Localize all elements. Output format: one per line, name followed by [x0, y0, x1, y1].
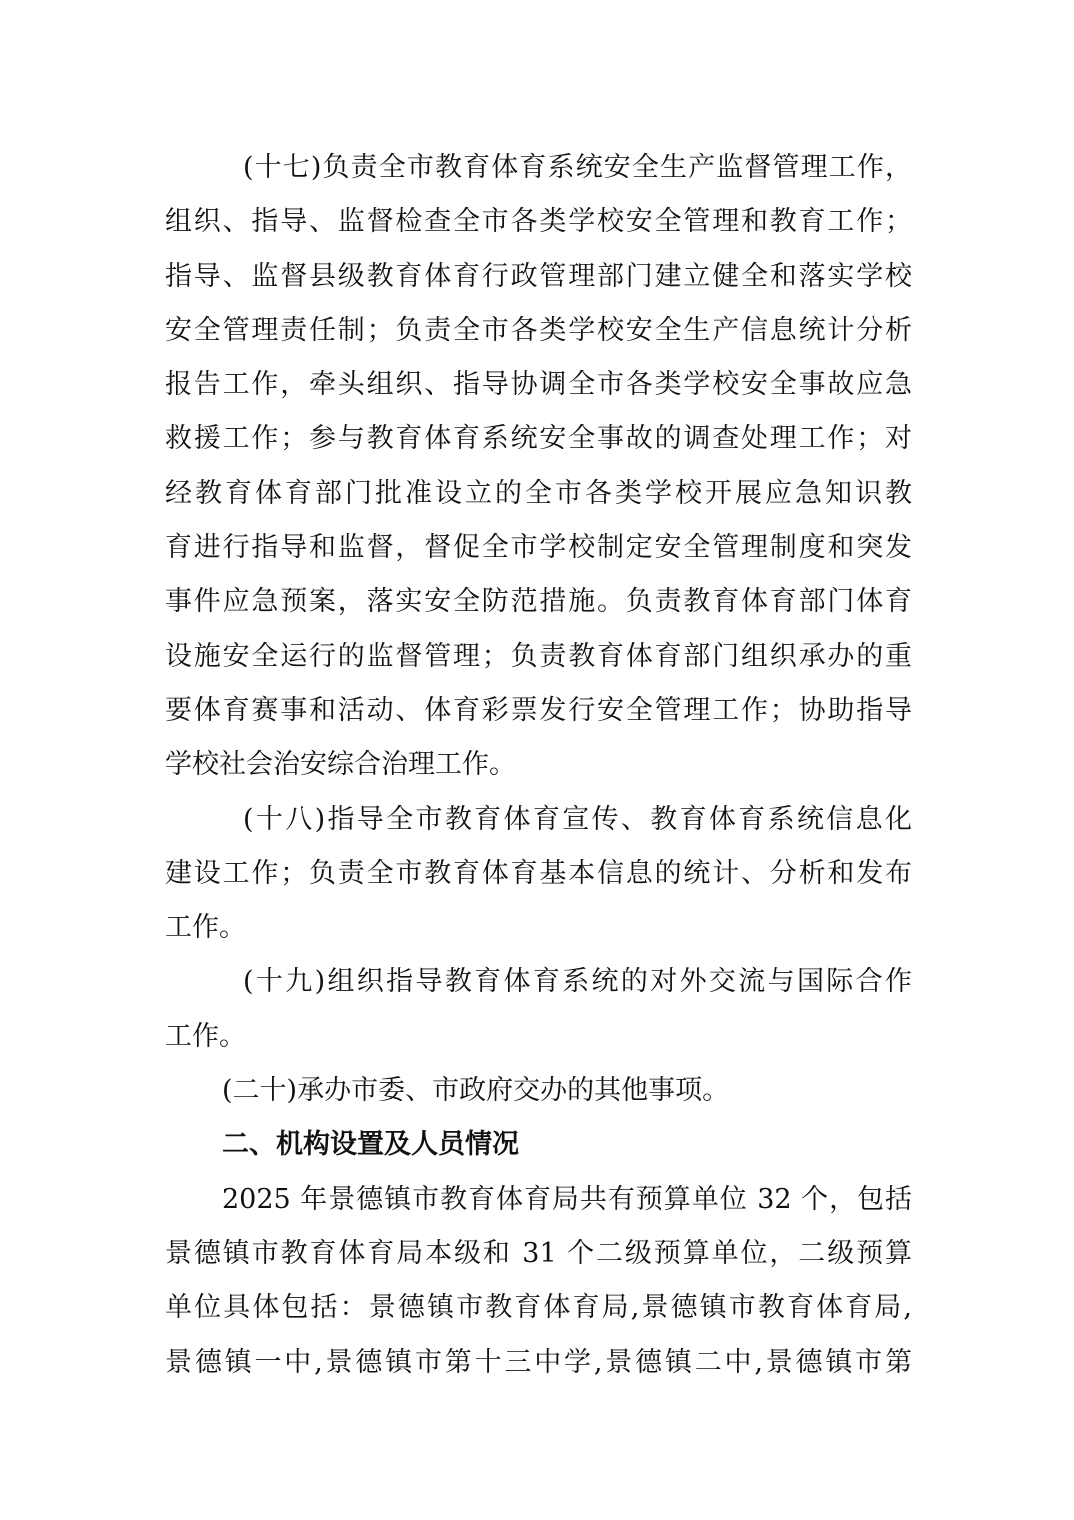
paragraph	[165, 955, 912, 1064]
text-line: 指导、监督县级教育体育行政管理部门建立健全和落实学校	[165, 260, 912, 292]
text-line: 景德镇一中,景德镇市第十三中学,景德镇二中,景德镇市第	[165, 1346, 912, 1378]
text-line: (十七)负责全市教育体育系统安全生产监督管理工作，	[243, 152, 912, 183]
text-line: 2025 年景德镇市教育体育局共有预算单位 32 个，包括	[222, 1183, 912, 1215]
text-line: 经教育体育部门批准设立的全市各类学校开展应急知识教	[165, 477, 912, 509]
text-line: 设施安全运行的监督管理；负责教育体育部门组织承办的重	[165, 640, 912, 672]
section-heading	[165, 1118, 912, 1172]
text-line: 工作。	[165, 912, 246, 944]
text-line: 要体育赛事和活动、体育彩票发行安全管理工作；协助指导	[165, 694, 912, 726]
text-line: 二、机构设置及人员情况	[222, 1129, 519, 1161]
text-line: 学校社会治安综合治理工作。	[165, 749, 516, 781]
text-line: 安全管理责任制；负责全市各类学校安全生产信息统计分析	[165, 314, 912, 346]
text-line: 事件应急预案，落实安全防范措施。负责教育体育部门体育	[165, 586, 912, 618]
text-line: 单位具体包括：景德镇市教育体育局,景德镇市教育体育局,	[165, 1292, 912, 1324]
text-line: 景德镇市教育体育局本级和 31 个二级预算单位，二级预算	[165, 1237, 912, 1269]
text-line: 报告工作，牵头组织、指导协调全市各类学校安全事故应急	[165, 369, 912, 401]
paragraph	[165, 1173, 912, 1390]
text-line: 建设工作；负责全市教育体育基本信息的统计、分析和发布	[165, 857, 912, 889]
paragraph	[165, 1064, 912, 1118]
text-line: 育进行指导和监督，督促全市学校制定安全管理制度和突发	[165, 532, 912, 564]
text-line: 工作。	[165, 1020, 246, 1052]
document-page	[165, 141, 912, 1390]
paragraph	[165, 141, 912, 793]
text-line: (十九)组织指导教育体育系统的对外交流与国际合作	[243, 966, 912, 998]
text-line: (十八)指导全市教育体育宣传、教育体育系统信息化	[243, 803, 912, 835]
text-line: 组织、指导、监督检查全市各类学校安全管理和教育工作；	[165, 206, 912, 238]
paragraph	[165, 793, 912, 956]
text-line: (二十)承办市委、市政府交办的其他事项。	[222, 1075, 730, 1107]
text-line: 救援工作；参与教育体育系统安全事故的调查处理工作；对	[165, 423, 912, 455]
